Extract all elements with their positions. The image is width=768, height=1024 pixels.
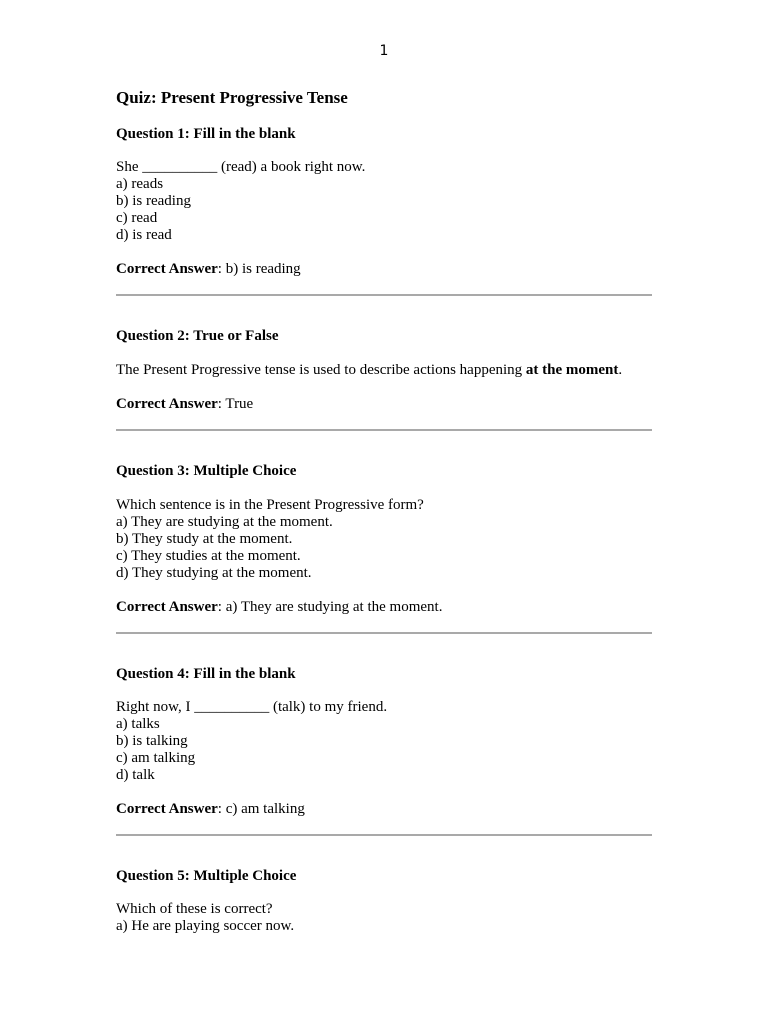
question-3-body <box>116 497 652 582</box>
question-1-heading: Question 1: Fill in the blank <box>116 126 296 142</box>
question-5 <box>116 868 652 935</box>
question-3 <box>116 463 652 616</box>
page-number: 1 <box>379 43 389 59</box>
question-4-answer-text: : c) am talking <box>217 801 305 817</box>
question-1-body <box>116 159 652 244</box>
question-4-option-a: a) talks <box>116 716 160 732</box>
question-3-option-d: d) They studying at the moment. <box>116 565 312 581</box>
question-3-answer-text: : a) They are studying at the moment. <box>217 599 443 615</box>
answer-label: Correct Answer <box>116 801 218 817</box>
question-3-option-a: a) They are studying at the moment. <box>116 514 333 530</box>
question-2-prompt-emphasis: at the moment <box>525 362 619 378</box>
question-1-answer <box>116 261 652 278</box>
question-3-answer <box>116 599 652 616</box>
question-5-heading: Question 5: Multiple Choice <box>116 868 297 884</box>
question-2-body <box>116 362 652 379</box>
question-3-heading: Question 3: Multiple Choice <box>116 463 297 479</box>
question-4-option-c: c) am talking <box>116 750 196 766</box>
question-1-option-d: d) is read <box>116 227 172 243</box>
question-4-option-d: d) talk <box>116 767 155 783</box>
question-5-option-a: a) He are playing soccer now. <box>116 918 295 934</box>
question-2-heading: Question 2: True or False <box>116 328 279 344</box>
question-1-option-c: c) read <box>116 210 158 226</box>
question-4-body <box>116 699 652 784</box>
question-4-option-b: b) is talking <box>116 733 188 749</box>
question-3-option-b: b) They study at the moment. <box>116 531 293 547</box>
question-5-body <box>116 901 652 935</box>
question-2 <box>116 328 652 413</box>
question-2-prompt-end: . <box>618 362 623 378</box>
answer-label: Correct Answer <box>116 396 218 412</box>
question-2-answer-text: : True <box>217 396 254 412</box>
document-title: Quiz: Present Progressive Tense <box>116 88 348 107</box>
question-2-prompt-text: The Present Progressive tense is used to describe actions happening <box>116 362 526 378</box>
question-2-answer <box>116 396 652 413</box>
quiz-document <box>116 86 652 935</box>
question-3-option-c: c) They studies at the moment. <box>116 548 301 564</box>
question-4-heading: Question 4: Fill in the blank <box>116 666 296 682</box>
question-5-prompt: Which of these is correct? <box>116 901 273 917</box>
question-1-option-b: b) is reading <box>116 193 191 209</box>
question-1-answer-text: : b) is reading <box>217 261 301 277</box>
question-2-prompt <box>116 362 652 379</box>
question-1 <box>116 126 652 278</box>
question-3-prompt: Which sentence is in the Present Progressive form? <box>116 497 424 513</box>
answer-label: Correct Answer <box>116 599 218 615</box>
question-1-option-a: a) reads <box>116 176 164 192</box>
answer-label: Correct Answer <box>116 261 218 277</box>
question-4-answer <box>116 801 652 818</box>
question-4-prompt: Right now, I __________ (talk) to my friend. <box>116 699 388 715</box>
question-4 <box>116 666 652 818</box>
question-1-prompt: She __________ (read) a book right now. <box>116 159 366 175</box>
